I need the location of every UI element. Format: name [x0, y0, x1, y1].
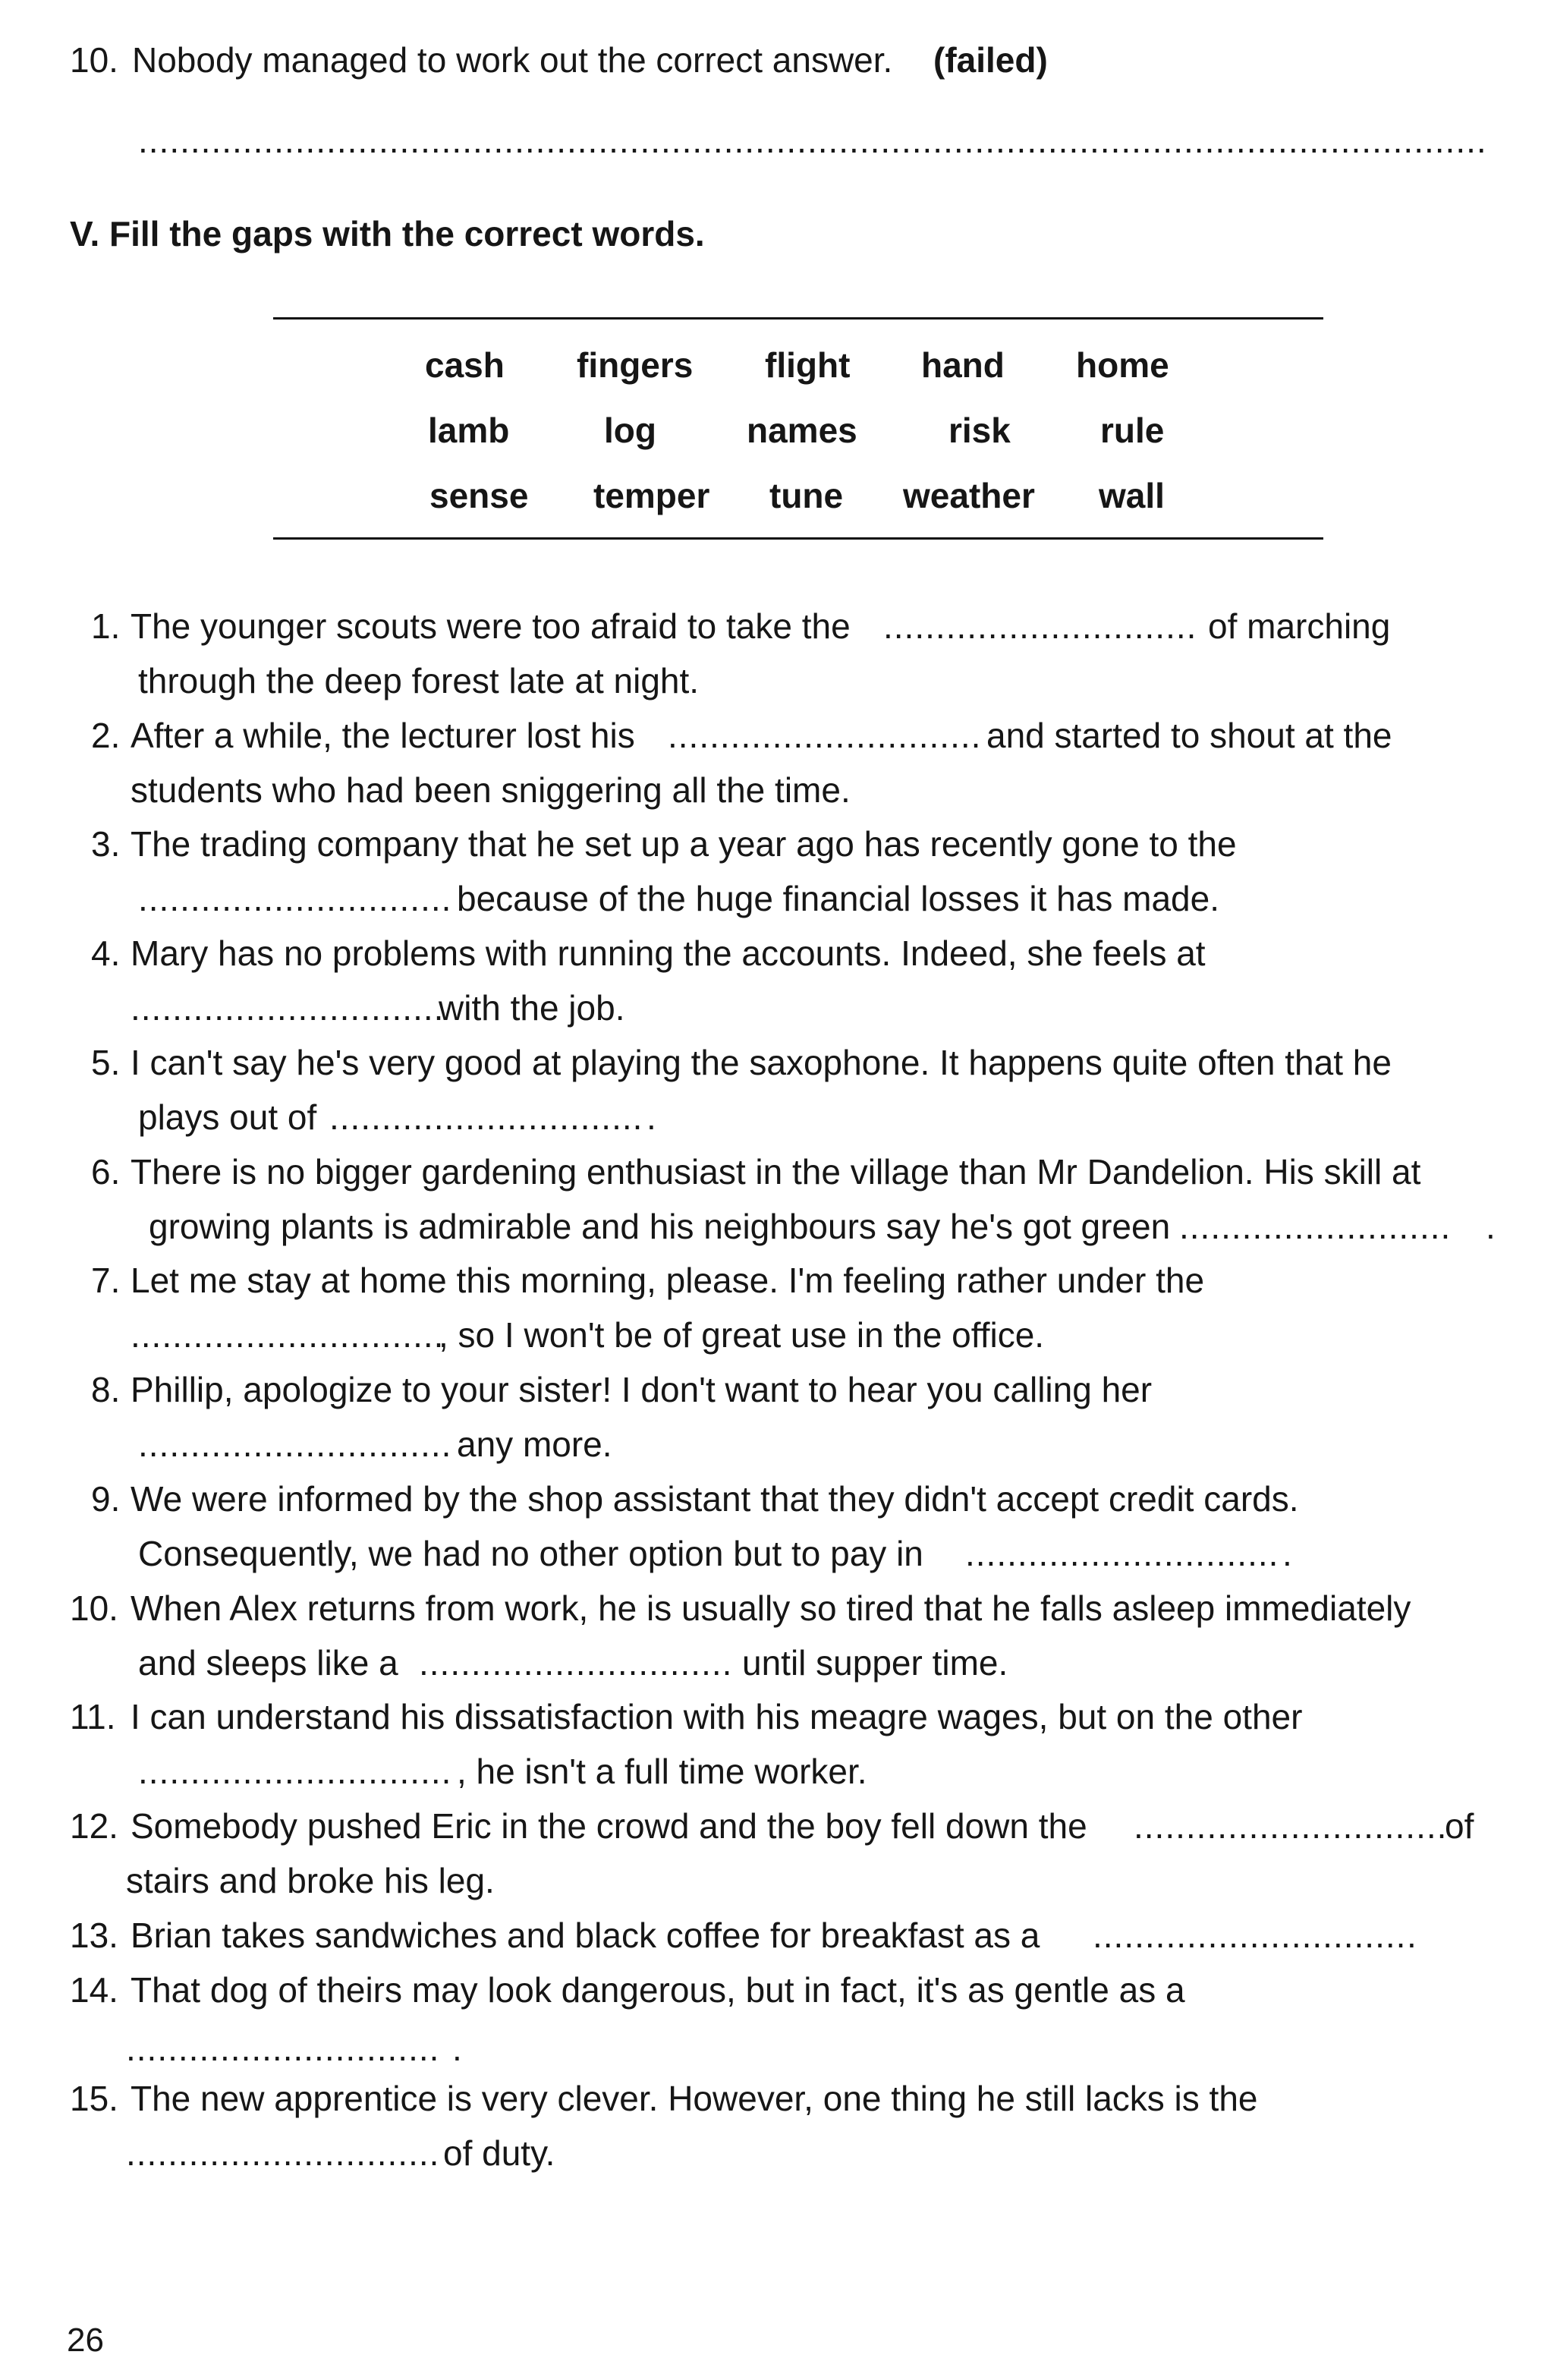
word-box-word: hand [921, 345, 1005, 385]
word-box-word: temper [593, 476, 710, 515]
item-text: and started to shout at the [986, 716, 1392, 755]
item-text: of marching [1208, 606, 1391, 646]
answer-blank[interactable]: .............................. [138, 1425, 452, 1464]
item-text: That dog of theirs may look dangerous, but in fact, it's as gentle as a [131, 1970, 1185, 2010]
item-number: 13. [70, 1916, 118, 1955]
prev-item-number: 10. [70, 40, 118, 80]
item-text: The new apprentice is very clever. However, one thing he still lacks is the [131, 2079, 1258, 2118]
page-number: 26 [67, 2322, 104, 2359]
word-box-word: wall [1099, 476, 1165, 515]
item-text: growing plants is admirable and his neighbours say he's got green [149, 1207, 1171, 1246]
item-text: and sleeps like a [138, 1643, 398, 1683]
word-box-word: cash [425, 345, 505, 385]
answer-blank[interactable]: .............................. [329, 1097, 643, 1137]
item-text: , he isn't a full time worker. [457, 1752, 867, 1791]
item-text: Let me stay at home this morning, please. I'm feeling rather under the [131, 1261, 1205, 1300]
word-box-word: flight [765, 345, 851, 385]
item-text: until supper time. [742, 1643, 1008, 1683]
item-text: students who had been sniggering all the time. [131, 770, 851, 810]
answer-blank[interactable]: .............................. [131, 988, 445, 1028]
item-number: 11. [70, 1697, 116, 1736]
prev-item-keyword: (failed) [933, 40, 1048, 80]
word-box-bottom-rule [273, 537, 1323, 540]
word-box-word: fingers [577, 345, 694, 385]
item-number: 2. [91, 716, 121, 755]
item-number: 8. [91, 1370, 121, 1409]
word-box-top-rule [273, 317, 1323, 320]
answer-blank[interactable]: .............................. [131, 1315, 445, 1355]
item-text: We were informed by the shop assistant that they didn't accept credit cards. [131, 1479, 1299, 1519]
item-text: because of the huge financial losses it has made. [457, 879, 1219, 918]
item-text: any more. [457, 1425, 612, 1464]
word-box-word: rule [1100, 411, 1165, 450]
item-text: with the job. [439, 988, 625, 1028]
word-box-word: names [747, 411, 857, 450]
item-text: of duty. [443, 2133, 555, 2173]
item-text: plays out of [138, 1097, 317, 1137]
item-text: Phillip, apologize to your sister! I don't want to hear you calling her [131, 1370, 1153, 1409]
answer-blank[interactable]: .............................. [668, 716, 982, 755]
answer-blank[interactable]: .............................. [883, 606, 1197, 646]
answer-blank[interactable]: .............................. [1093, 1916, 1407, 1955]
item-text: , so I won't be of great use in the office. [439, 1315, 1045, 1355]
word-box-word: tune [769, 476, 844, 515]
item-number: 3. [91, 824, 121, 864]
word-box-word: sense [429, 476, 529, 515]
answer-blank[interactable]: .............................. [1134, 1806, 1448, 1846]
answer-blank[interactable]: .............................. [138, 1752, 452, 1791]
word-box-word: home [1076, 345, 1169, 385]
item-text: stairs and broke his leg. [126, 1861, 495, 1900]
item-text: I can't say he's very good at playing the saxophone. It happens quite often that he [131, 1043, 1392, 1082]
item-number: 6. [91, 1152, 121, 1192]
item-number: 9. [91, 1479, 121, 1519]
item-text: The younger scouts were too afraid to take the [131, 606, 851, 646]
word-box-word: lamb [428, 411, 510, 450]
item-text: through the deep forest late at night. [138, 661, 700, 700]
item-number: 5. [91, 1043, 121, 1082]
answer-blank[interactable]: .............................. [126, 2133, 440, 2173]
item-text: . [1282, 1534, 1292, 1573]
answer-blank[interactable]: .............................. [419, 1643, 733, 1683]
item-text: The trading company that he set up a year ago has recently gone to the [131, 824, 1237, 864]
item-number: 1. [91, 606, 121, 646]
item-text: . [452, 2029, 462, 2068]
item-number: 10. [70, 1588, 118, 1628]
answer-blank[interactable]: .............................. [138, 879, 452, 918]
item-text: After a while, the lecturer lost his [131, 716, 635, 755]
word-box-word: risk [948, 411, 1011, 450]
item-text: of [1445, 1806, 1474, 1846]
item-number: 15. [70, 2079, 118, 2118]
answer-blank[interactable]: .............................. [965, 1534, 1279, 1573]
item-text: I can understand his dissatisfaction with his meagre wages, but on the other [131, 1697, 1303, 1736]
answer-blank[interactable]: .............................. [126, 2029, 440, 2068]
item-text: Consequently, we had no other option but to pay in [138, 1534, 923, 1573]
prev-item-text: Nobody managed to work out the correct answer. [132, 40, 893, 80]
item-text: Brian takes sandwiches and black coffee for breakfast as a [131, 1916, 1040, 1955]
item-text: . [646, 1097, 656, 1137]
word-box-word: log [604, 411, 656, 450]
item-number: 4. [91, 933, 121, 973]
prev-item-answer-line[interactable]: ................................................................................................................................. [138, 121, 1487, 160]
item-text: When Alex returns from work, he is usually so tired that he falls asleep immediately [131, 1588, 1411, 1628]
item-text: Somebody pushed Eric in the crowd and the boy fell down the [131, 1806, 1087, 1846]
word-box-word: weather [903, 476, 1035, 515]
answer-blank[interactable]: .......................... [1179, 1207, 1452, 1246]
item-text: . [1407, 1916, 1417, 1955]
item-text: Mary has no problems with running the accounts. Indeed, she feels at [131, 933, 1206, 973]
item-text: . [1486, 1207, 1496, 1246]
item-number: 14. [70, 1970, 118, 2010]
item-number: 12. [70, 1806, 118, 1846]
item-number: 7. [91, 1261, 121, 1300]
item-text: There is no bigger gardening enthusiast in the village than Mr Dandelion. His skill at [131, 1152, 1421, 1192]
section-title: V. Fill the gaps with the correct words. [70, 214, 705, 253]
